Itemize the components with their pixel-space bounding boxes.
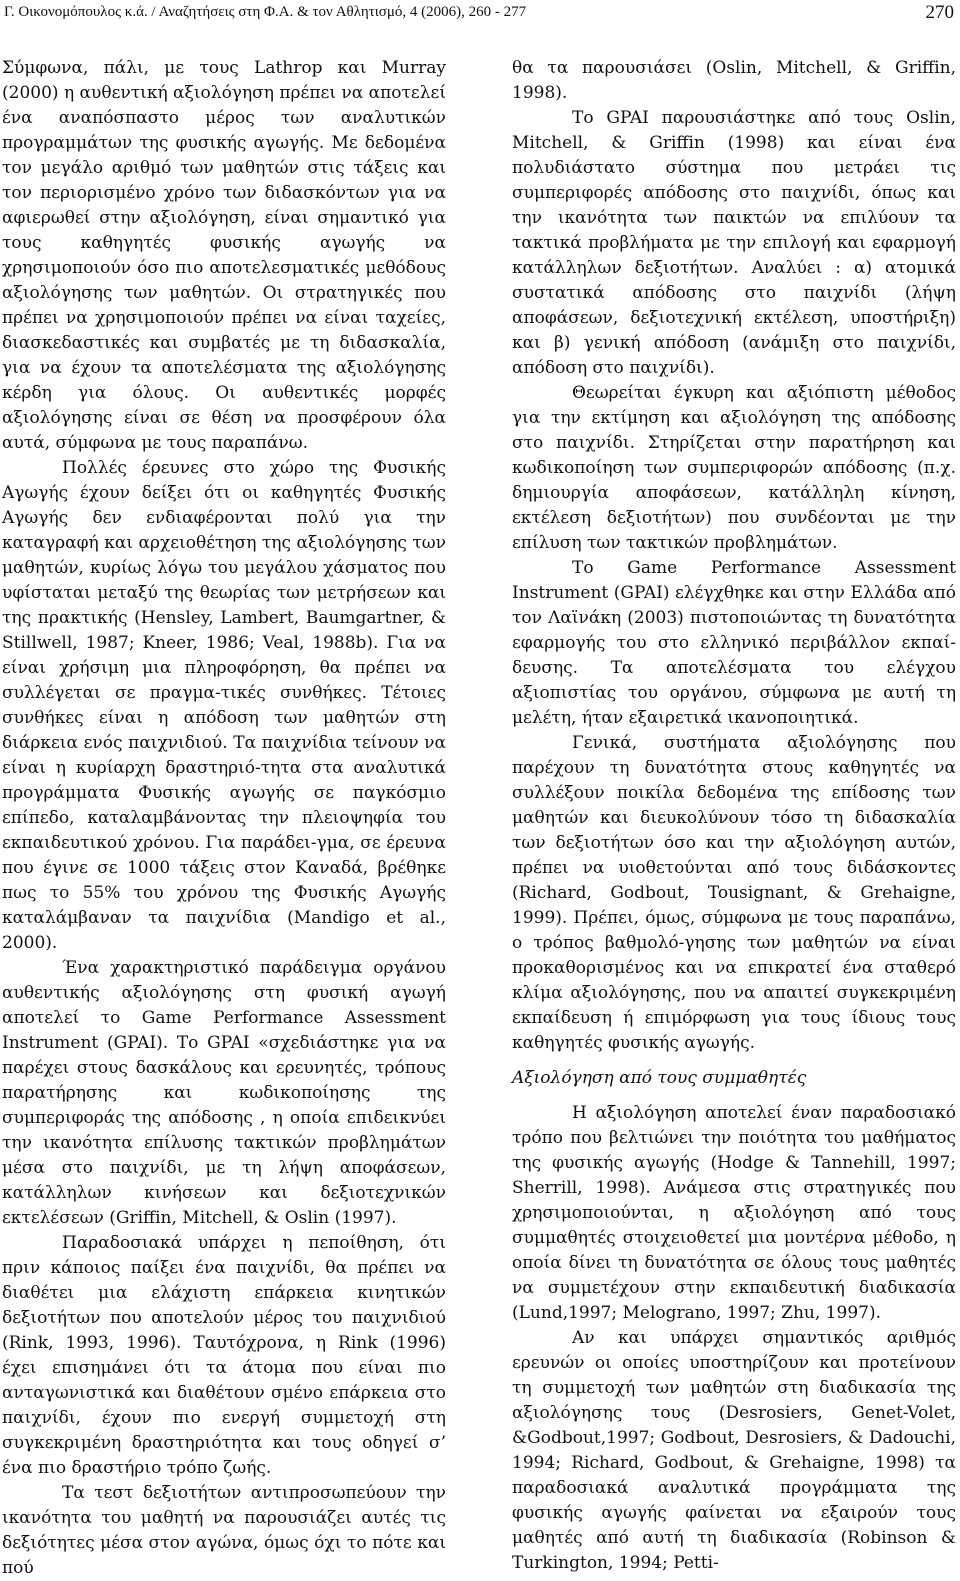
- paragraph: Παραδοσιακά υπάρχει η πεποίθηση, ότι πριν κάποιος παίξει ένα παιχνίδι, θα πρέπει να διαθέτει μια ελάχιστη επάρκεια κινητικών δεξιοτήτων που αποτελούν μέρος του παιχνιδιού (Rink, 1993, 1996). Ταυτόχρονα, η Rink (1996) έχει επισημάνει ότι τα άτομα που είναι πιο ανταγωνιστικά και διαθέτουν σμένο επάρκεια στο παιχνίδι, έχουν πιο ενεργή συμμετοχή στη συγκεκριμένη δραστηριότητα και τους οδηγεί σ’ ένα πιο δραστήριο τρόπο ζωής.: [2, 1233, 446, 1478]
- section-heading: Αξιολόγηση από τους συμμαθητές: [512, 1068, 807, 1088]
- paragraph: Τα τεστ δεξιοτήτων αντιπροσωπεύουν την ικανότητα του μαθητή να παρουσιάζει αυτές τις δεξιότητες μέσα στον αγώνα, όμως όχι το πότε και πού: [2, 1483, 446, 1578]
- paragraph: Το GPAI παρουσιάστηκε από τους Oslin, Mitchell, & Griffin (1998) και είναι ένα πολυδιάστατο σύστημα που μετράει τις συμπεριφορές απόδοσης στο παιχνίδι, όπως και την ικανότητα των παικτών να επιλύουν τα τακτικά προβλήματα με την επιλογή και εφαρμογή κατάλληλων δεξιοτήτων. Αναλύει : α) ατομικά συστατικά απόδοσης στο παιχνίδι (λήψη αποφάσεων, δεξιοτεχνική εκτέλεση, υποστήριξη) και β) γενική απόδοση (ανάμιξη στο παιχνίδι, απόδοση στο παιχνίδι).: [512, 108, 956, 378]
- running-header: [4, 4, 952, 21]
- running-title: Γ. Οικονομόπουλος κ.ά. / Αναζητήσεις στη Φ.Α. & τον Αθλητισμό, 4 (2006), 260 - 277: [4, 4, 527, 20]
- paragraph: Η αξιολόγηση αποτελεί έναν παραδοσιακό τρόπο που βελτιώνει την ποιότητα του μαθήματος της φυσικής αγωγής (Hodge & Tannehill, 1997; Sherrill, 1998). Ανάμεσα στις στρατηγικές που χρησιμοποιούνται, η αξιολόγηση από τους συμμαθητές στοιχειοθετεί μια μοντέρνα μέθοδο, η οποία δίνει τη δυνατότητα σε όλους τους μαθητές να συμμετέχουν στην εκπαιδευτική διαδικασία (Lund,1997; Melograno, 1997; Zhu, 1997).: [512, 1103, 956, 1323]
- page-number: 270: [925, 2, 954, 23]
- paragraph: Ένα χαρακτηριστικό παράδειγμα οργάνου αυθεντικής αξιολόγησης στη φυσική αγωγή αποτελεί το Game Performance Assessment Instrument (GPAI). Το GPAI «σχεδιάστηκε για να παρέχει στους δασκάλους και ερευνητές, τρόπους παρατήρησης και κωδικοποίησης της συμπεριφοράς της απόδοσης , η οποία επιδεικνύει την ικανότητα επίλυσης τακτικών προβλημάτων μέσα στο παιχνίδι, με τη λήψη αποφάσεων, κατάλληλων κινήσεων και δεξιοτεχνικών εκτελέσεων (Griffin, Mitchell, & Oslin (1997).: [2, 958, 446, 1228]
- paragraph: Γενικά, συστήματα αξιολόγησης που παρέχουν τη δυνατότητα στους καθηγητές να συλλέξουν ποικίλα δεδομένα της επίδοσης των μαθητών και διευκολύνουν τόσο τη διδασκαλία των δεξιοτήτων όσο και την αξιολόγηση αυτών, πρέπει να υιοθετούνται από τους διδάσκοντες (Richard, Godbout, Tousignant, & Grehaigne, 1999). Πρέπει, όμως, σύμφωνα με τους παραπάνω, ο τρόπος βαθμολό-γησης των μαθητών να είναι προκαθορισμένος και να επικρατεί ένα σταθερό κλίμα αξιολόγησης, που να απαιτεί συγκεκριμένη εκπαίδευση ή επιμόρφωση για τους ίδιους τους καθηγητές φυσικής αγωγής.: [512, 733, 956, 1053]
- paragraph: Πολλές έρευνες στο χώρο της Φυσικής Αγωγής έχουν δείξει ότι οι καθηγητές Φυσικής Αγωγής δεν ενδιαφέρονται πολύ για την καταγραφή και αρχειοθέτηση της αξιολόγησης των μαθητών, κυρίως λόγω του μεγάλου χάσματος που υφίσταται μεταξύ της θεωρίας των μετρήσεων και της πρακτικής (Hensley, Lambert, Baumgartner, & Stillwell, 1987; Kneer, 1986; Veal, 1988b). Για να είναι χρήσιμη μια πληροφόρηση, θα πρέπει να συλλέγεται σε πραγμα-τικές συνθήκες. Τέτοιες συνθήκες είναι η απόδοση των μαθητών στη διάρκεια ενός παιχνιδιού. Τα παιχνίδια τείνουν να είναι η κυρίαρχη δραστηριό-τητα στα αναλυτικά προγράμματα Φυσικής αγωγής σε παγκόσμιο επίπεδο, καταλαμβάνοντας την πλειοψηφία του εκπαιδευτικού χρόνου. Για παράδει-γμα, σε έρευνα που έγινε σε 1000 τάξεις στον Καναδά, βρέθηκε πως το 55% του χρόνου της Φυσικής Αγωγής καταλάμβαναν τα παιχνίδια (Mandigo et al., 2000).: [2, 458, 446, 953]
- paragraph: Το Game Performance Assessment Instrument (GPAI) ελέγχθηκε και στην Ελλάδα από τον Λαϊνάκη (2003) πιστοποιώντας τη δυνατότητα εφαρμογής του στο ελληνικό περιβάλλον εκπαί-δευσης. Τα αποτελέσματα του ελέγχου αξιοπιστίας του οργάνου, σύμφωνα με αυτή τη μελέτη, ήταν εξαιρετικά ικανοποιητικά.: [512, 558, 956, 728]
- left-column: [2, 56, 446, 1581]
- paragraph: Αν και υπάρχει σημαντικός αριθμός ερευνών οι οποίες υποστηρίζουν και προτείνουν τη συμμετοχή των μαθητών στη διαδικασία της αξιολόγησης τους (Desrosiers, Genet-Volet, &Godbout,1997; Godbout, Desrosiers, & Dadouchi, 1994; Richard, Godbout, & Grehaigne, 1998) τα παραδοσιακά αναλυτικά προγράμματα της φυσικής αγωγής φαίνεται να εξαιρούν τους μαθητές από αυτή τη διαδικασία (Robinson & Turkington, 1994; Petti-: [512, 1328, 956, 1573]
- paragraph: Σύμφωνα, πάλι, με τους Lathrop και Murray (2000) η αυθεντική αξιολόγηση πρέπει να αποτελεί ένα αναπόσπαστο μέρος των αναλυτικών προγραμμάτων της φυσικής αγωγής. Με δεδομένα τον μεγάλο αριθμό των μαθητών στις τάξεις και τον περιορισμένο χρόνο των διδασκόντων για να αφιερωθεί στην αξιολόγηση, είναι σημαντικό για τους καθηγητές φυσικής αγωγής να χρησιμοποιούν όσο πιο αποτελεσματικές μεθόδους αξιολόγησης των μαθητών. Οι στρατηγικές που πρέπει να χρησιμοποιούν πρέπει να είναι ταχείες, διασκεδαστικές και συμβατές με τη διδασκαλία, για να έχουν τα αποτελέσματα της αξιολόγησης κέρδη για όλους. Οι αυθεντικές μορφές αξιολόγησης είναι σε θέση να προσφέρουν όλα αυτά, σύμφωνα με τους παραπάνω.: [2, 58, 446, 453]
- paragraph: Θεωρείται έγκυρη και αξιόπιστη μέθοδος για την εκτίμηση και αξιολόγηση της απόδοσης στο παιχνίδι. Στηρίζεται στην παρατήρηση και κωδικοποίηση των συμπεριφορών απόδοσης (π.χ. δημιουργία αποφάσεων, κατάλληλη κίνηση, εκτέλεση δεξιοτήτων) που συνδέονται με την επίλυση των τακτικών προβλημάτων.: [512, 383, 956, 553]
- paragraph: θα τα παρουσιάσει (Oslin, Mitchell, & Griffin, 1998).: [512, 58, 956, 103]
- right-column: [512, 56, 956, 1576]
